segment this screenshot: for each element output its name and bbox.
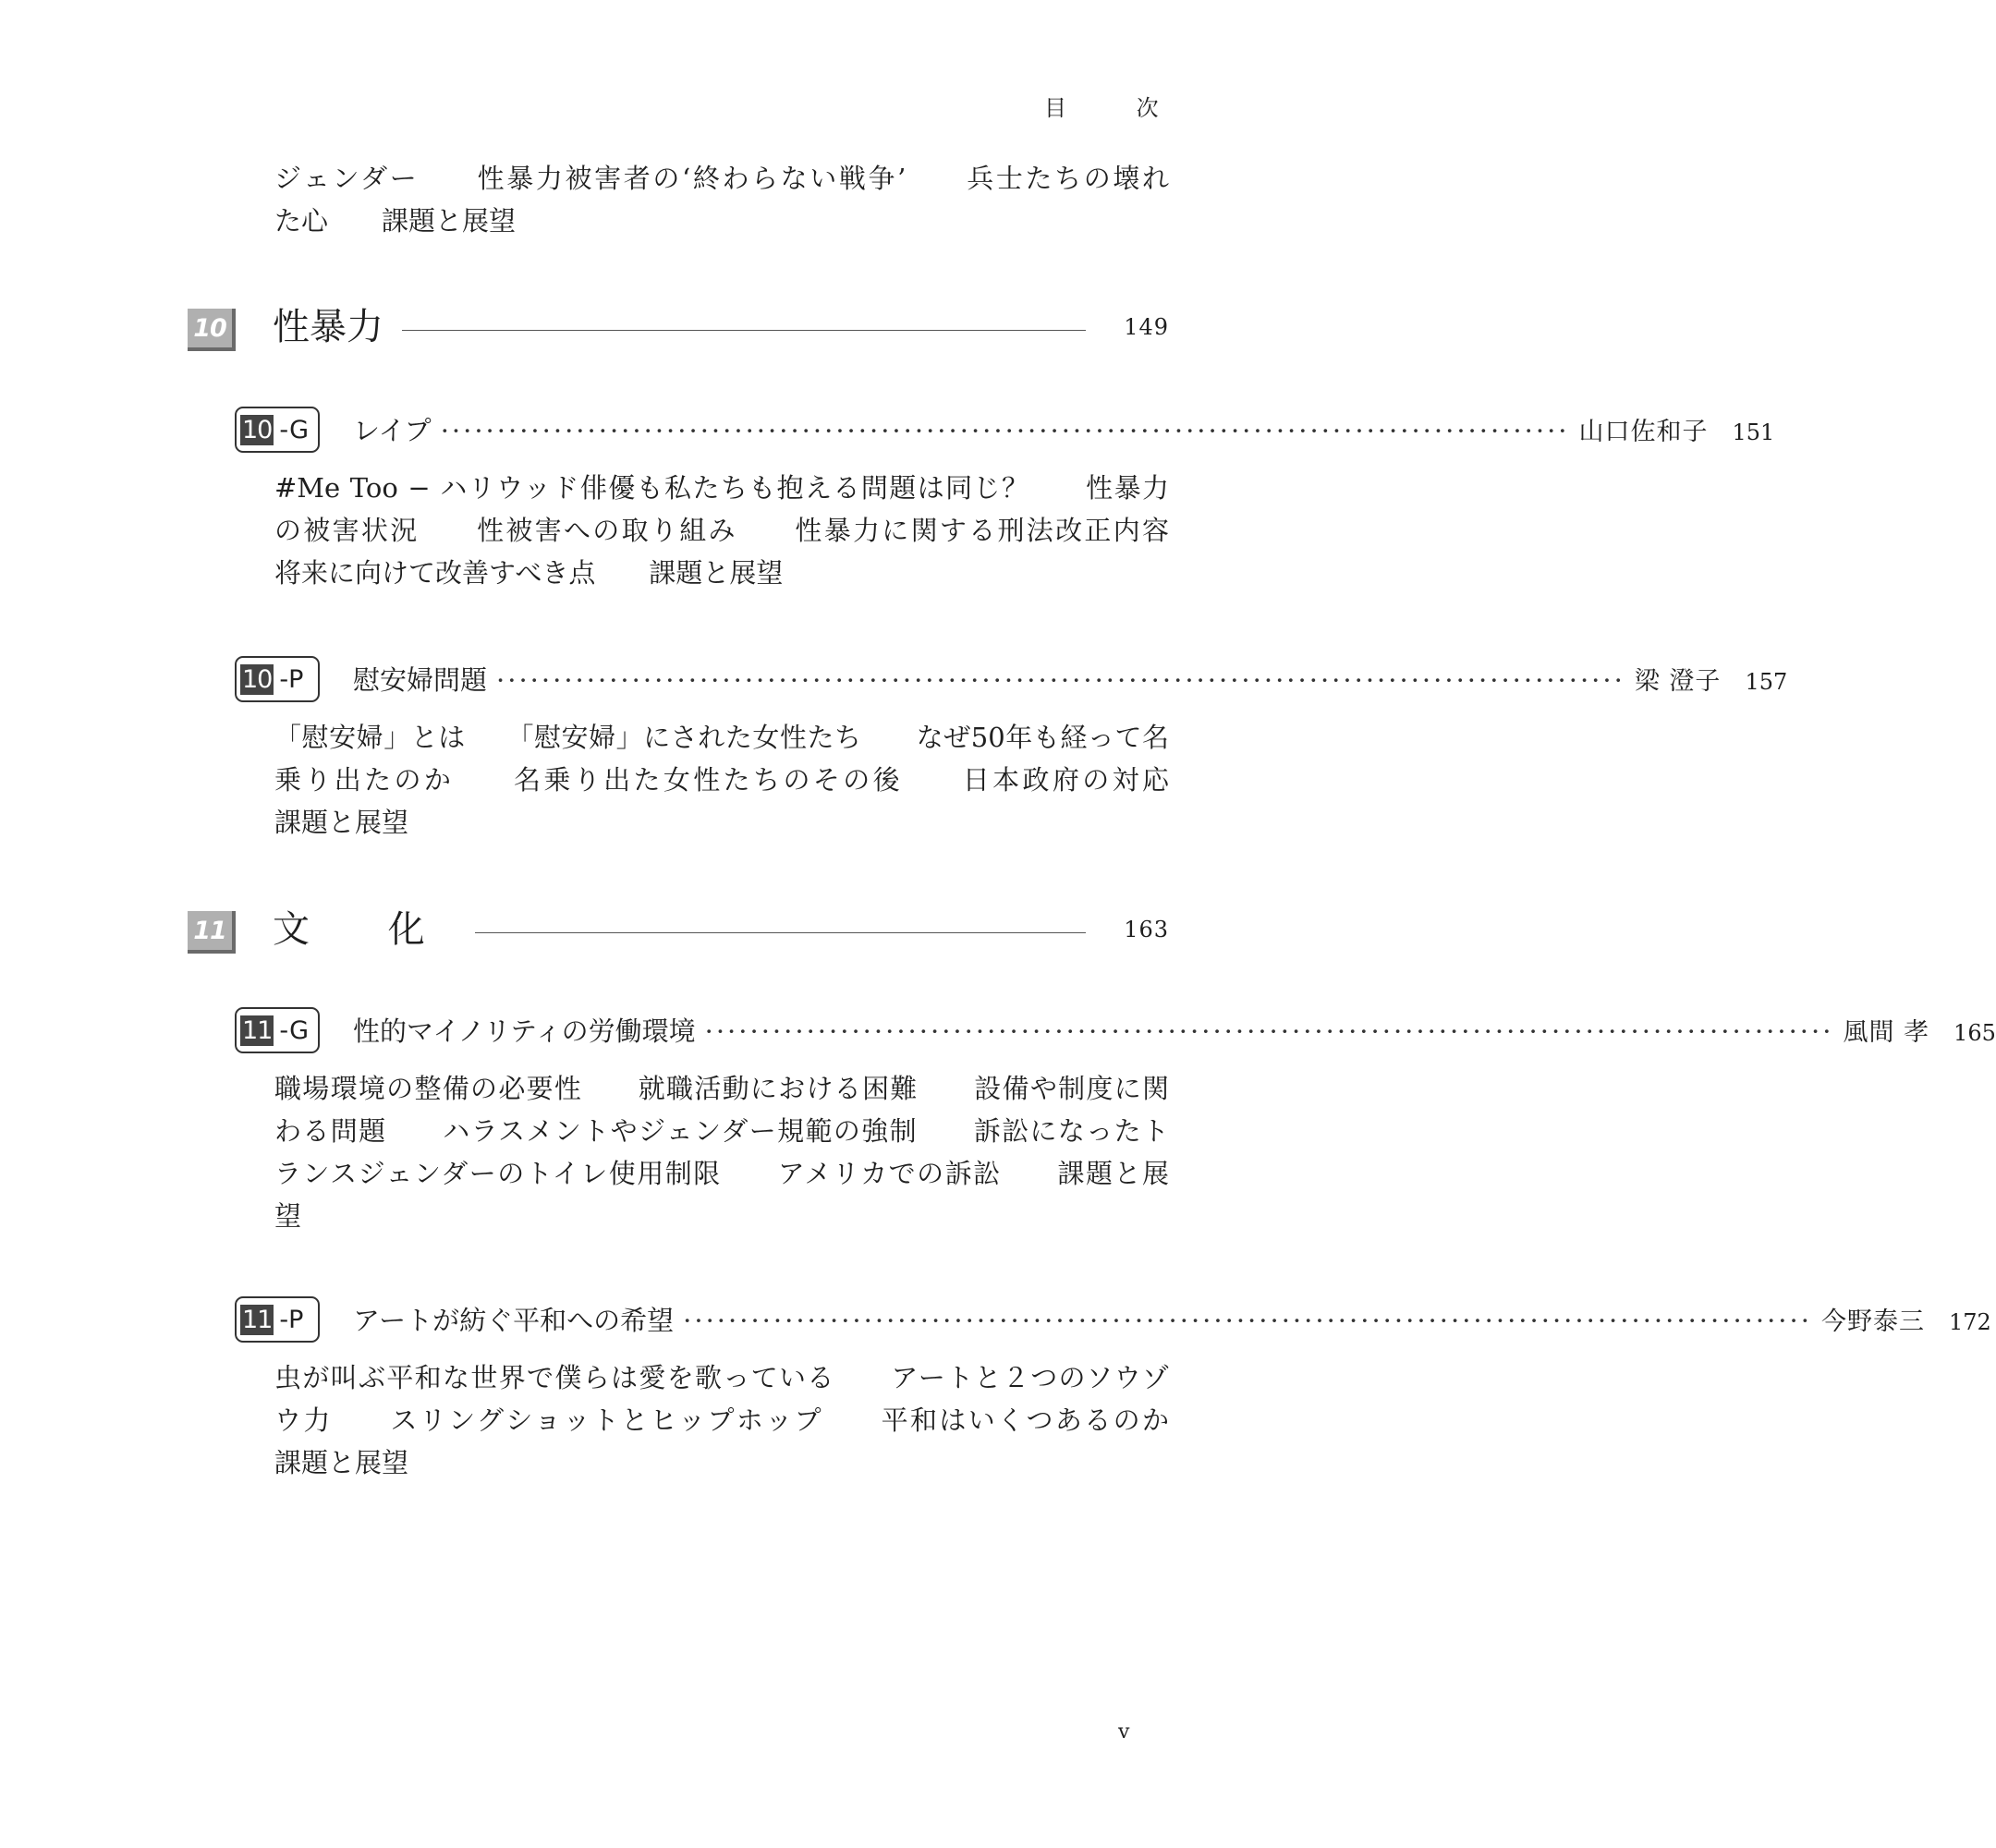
entry-author: 風間 孝 [1843, 1018, 1930, 1047]
entry-row [353, 412, 1775, 451]
entry-title[interactable]: レイプ [353, 415, 432, 446]
entry-row [353, 662, 1788, 700]
entry-summary [274, 716, 1169, 844]
entry-badge [235, 1007, 320, 1053]
intro-text [274, 157, 1169, 242]
text-line: #Me Too − ハリウッド俳優も私たちも抱える問題は同じ？ 性暴力 [274, 472, 1169, 504]
entry-summary [274, 1356, 1169, 1484]
entry-badge-suffix: -P [279, 664, 304, 694]
text-line: 将来に向けて改善すべき点 課題と展望 [274, 557, 784, 589]
entry-summary [274, 467, 1169, 594]
text-line: ジェンダー 性暴力被害者の‘終わらない戦争’ 兵士たちの壊れ [274, 163, 1169, 194]
toc-entry[interactable] [235, 407, 1775, 456]
entry-page-number: 151 [1732, 419, 1775, 445]
toc-entry[interactable] [235, 1296, 1991, 1346]
toc-entry[interactable] [235, 656, 1788, 706]
chapter-number-badge: 11 [188, 911, 236, 954]
chapter-rule [439, 932, 1086, 933]
entry-author: 今野泰三 [1820, 1307, 1925, 1336]
entry-badge-suffix: -G [279, 1015, 310, 1045]
chapter-number-badge: 10 [188, 309, 236, 351]
entry-badge [235, 656, 320, 702]
text-line: ウ力 スリングショットとヒップホップ 平和はいくつあるのか [274, 1404, 1169, 1436]
entry-title[interactable]: 性的マイノリティの労働環境 [353, 1015, 696, 1047]
text-line: 乗り出たのか 名乗り出た女性たちのその後 日本政府の対応 [274, 764, 1169, 796]
entry-badge-suffix: -P [279, 1305, 304, 1334]
entry-badge-number: 11 [242, 1305, 273, 1334]
text-line: わる問題 ハラスメントやジェンダー規範の強制 訴訟になったト [274, 1115, 1169, 1147]
entry-badge-number: 10 [242, 415, 273, 444]
entry-title[interactable]: 慰安婦問題 [353, 664, 488, 696]
chapter-heading [188, 301, 1169, 353]
entry-summary [274, 1067, 1169, 1237]
text-line: 課題と展望 [274, 807, 409, 838]
dot-leader: ···································································································· [683, 1305, 1812, 1336]
page-number: v [1118, 1720, 1130, 1744]
chapter-rule [402, 330, 1086, 331]
dot-leader: ···································································································· [496, 664, 1625, 696]
entry-badge [235, 1296, 320, 1343]
chapter-title[interactable]: 文 化 [273, 906, 475, 954]
text-line: 「慰安婦」とは 「慰安婦」にされた女性たち なぜ50年も経って名 [274, 722, 1169, 753]
entry-badge-suffix: -G [279, 415, 310, 444]
entry-badge [235, 407, 320, 453]
entry-title[interactable]: アートが紡ぐ平和への希望 [353, 1305, 675, 1336]
entry-badge-number: 11 [242, 1015, 273, 1045]
text-line: の被害状況 性被害への取り組み 性暴力に関する刑法改正内容 [274, 515, 1169, 546]
chapter-title[interactable]: 性暴力 [273, 303, 400, 351]
entry-page-number: 172 [1948, 1309, 1991, 1335]
dot-leader: ···································································································· [704, 1015, 1834, 1047]
entry-author: 梁 澄子 [1634, 667, 1722, 696]
text-line: ランスジェンダーのトイレ使用制限 アメリカでの訴訟 課題と展 [274, 1158, 1169, 1189]
entry-row [353, 1302, 1991, 1341]
entry-page-number: 165 [1953, 1020, 1996, 1046]
chapter-page-number: 163 [1124, 917, 1169, 942]
chapter-page-number: 149 [1124, 314, 1169, 340]
entry-page-number: 157 [1745, 669, 1788, 695]
entry-badge-number: 10 [242, 664, 273, 694]
text-line: 虫が叫ぶ平和な世界で僕らは愛を歌っている アートと２つのソウゾ [274, 1362, 1169, 1393]
running-header: 目 次 [1044, 95, 1190, 121]
entry-row [353, 1013, 1996, 1052]
toc-entry[interactable] [235, 1007, 1996, 1057]
text-line: た心 課題と展望 [274, 205, 517, 237]
entry-author: 山口佐和子 [1578, 418, 1709, 446]
dot-leader: ···································································································· [440, 415, 1570, 446]
chapter-heading [188, 904, 1169, 955]
text-line: 課題と展望 [274, 1447, 409, 1478]
text-line: 望 [274, 1200, 302, 1232]
text-line: 職場環境の整備の必要性 就職活動における困難 設備や制度に関 [274, 1073, 1169, 1104]
